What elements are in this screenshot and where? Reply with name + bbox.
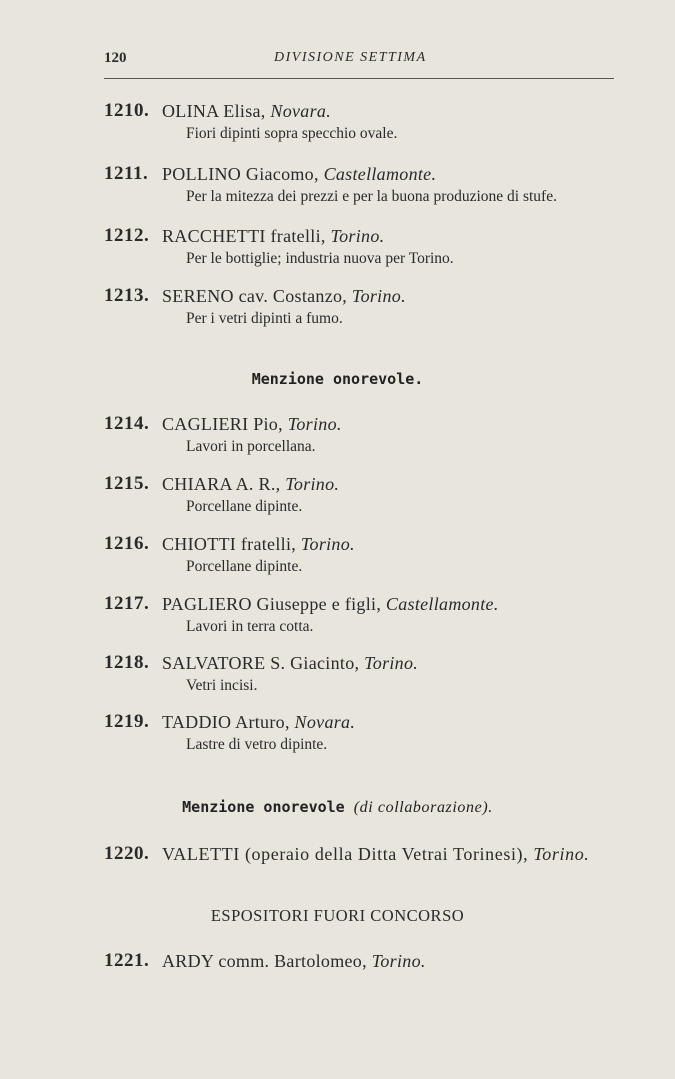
entry-description: Lavori in porcellana. [186,438,316,455]
running-title: DIVISIONE SETTIMA [274,50,427,65]
entry-number: 1219. [104,711,150,732]
entry-name: SERENO cav. Costanzo, Torino. [162,286,406,306]
entry-name: OLINA Elisa, Novara. [162,101,331,121]
section-heading: Menzione onorevole. [251,370,424,388]
entry-description: Per la mitezza dei prezzi e per la buona produzione di stufe. [186,188,557,205]
entry-name: VALETTI (operaio della Ditta Vetrai Torinesi), Torino. [162,844,590,864]
entry-number: 1216. [104,533,150,554]
entry-name: CHIOTTI fratelli, Torino. [162,534,355,554]
entry-number: 1221. [104,950,150,971]
section-heading-collaboration: Menzione onorevole (di collaborazione). [182,798,493,816]
entry-name: CHIARA A. R., Torino. [162,474,340,494]
entry-name: CAGLIERI Pio, Torino. [162,414,342,434]
section-heading-hors-concours: ESPOSITORI FUORI CONCORSO [210,906,465,925]
entry-description: Lastre di vetro dipinte. [186,736,328,753]
entry-description: Per le bottiglie; industria nuova per Torino. [186,250,454,267]
entry-number: 1214. [104,413,150,434]
entry-name: SALVATORE S. Giacinto, Torino. [162,653,419,673]
entry-number: 1220. [104,843,150,864]
page-header [104,50,614,80]
entry-name: ARDY comm. Bartolomeo, Torino. [162,951,426,971]
header-rule [104,78,614,79]
entry-name: TADDIO Arturo, Novara. [162,712,356,732]
entry-number: 1218. [104,652,150,673]
entry-name: RACCHETTI fratelli, Torino. [162,226,385,246]
entry-description: Per i vetri dipinti a fumo. [186,310,343,327]
entry-name: PAGLIERO Giuseppe e figli, Castellamonte. [162,594,499,614]
entry-number: 1212. [104,225,150,246]
section-note: (di collaborazione). [353,799,493,816]
entry-description: Porcellane dipinte. [186,558,303,575]
entry-description: Fiori dipinti sopra specchio ovale. [186,125,398,142]
entry-name: POLLINO Giacomo, Castellamonte. [162,164,437,184]
entry-number: 1211. [104,163,149,184]
page-number: 120 [104,50,127,66]
entry-number: 1210. [104,100,150,121]
entry-description: Vetri incisi. [186,677,258,694]
entry-number: 1215. [104,473,150,494]
entry-description: Porcellane dipinte. [186,498,303,515]
entry-description: Lavori in terra cotta. [186,618,314,635]
entry-number: 1213. [104,285,150,306]
entry-number: 1217. [104,593,150,614]
